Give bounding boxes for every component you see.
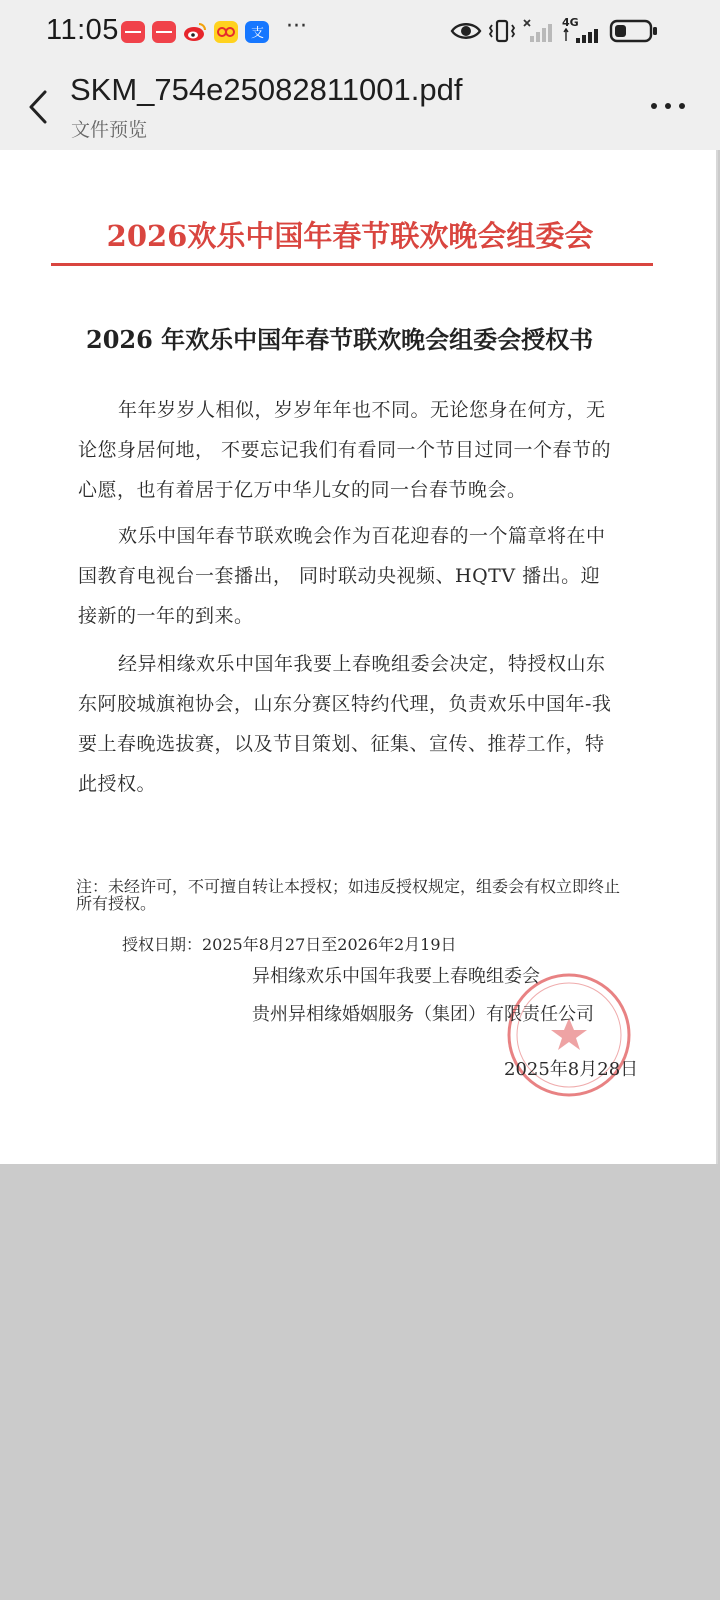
game-app-icon [214,21,238,43]
battery-icon [609,18,659,44]
paragraph-1: 年年岁岁人相似，岁岁年年也不同。无论您身在何方，无论您身居何地， 不要忘记我们有看同一个节目过同一个春节的心愿，也有着居于亿万中华儿女的同一台春节晚会。 [78,399,612,501]
letterhead: 2026欢乐中国年春节联欢晚会组委会 [106,219,594,253]
status-bar [0,0,720,62]
more-horizontal-icon [650,102,686,110]
file-preview-label: 文件预览 [71,119,148,141]
eye-icon [450,20,482,42]
back-button[interactable] [18,82,58,132]
signature-date: 2025年8月28日 [504,1059,639,1080]
more-notifications-icon: ··· [286,14,307,39]
notification-app-icon [121,21,145,43]
file-name: SKM_754e25082811001.pdf [70,72,463,107]
no-signal-icon [522,18,556,44]
signatory-company: 贵州异相缘婚姻服务（集团）有限责任公司 [252,1004,594,1025]
vibrate-icon [488,19,516,43]
chevron-left-icon [27,89,49,125]
authorization-period: 授权日期：2025年8月27日至2026年2月19日 [122,935,457,954]
document-title: 2026 年欢乐中国年春节联欢晚会组委会授权书 [86,325,594,354]
svg-text:支: 支 [251,26,265,40]
signatory-committee: 异相缘欢乐中国年我要上春晚组委会 [252,966,540,987]
alipay-icon [245,21,269,43]
weibo-icon [183,21,207,43]
more-options-button[interactable] [636,86,700,126]
viewer-background [0,1164,720,1600]
clock: 11:05 [46,14,119,46]
pdf-page[interactable] [0,150,718,1164]
letterhead-divider [51,263,653,266]
network-type-label: 4G [562,16,579,29]
paragraph-2: 欢乐中国年春节联欢晚会作为百花迎春的一个篇章将在中国教育电视台一套播出， 同时联动央视频、HQTV 播出。迎接新的一年的到来。 [78,525,606,627]
notification-app-icon [152,21,176,43]
signal-strength-icon [562,28,604,44]
authorization-note: 注：未经许可，不可擅自转让本授权；如违反授权规定，组委会有权立即终止所有授权。 [76,877,621,913]
paragraph-3: 经异相缘欢乐中国年我要上春晚组委会决定，特授权山东东阿胶城旗袍协会，山东分赛区特约代理，负责欢乐中国年-我要上春晚选拔赛，以及节目策划、征集、宣传、推荐工作，特此授权。 [78,653,612,795]
viewer-toolbar [0,62,720,150]
